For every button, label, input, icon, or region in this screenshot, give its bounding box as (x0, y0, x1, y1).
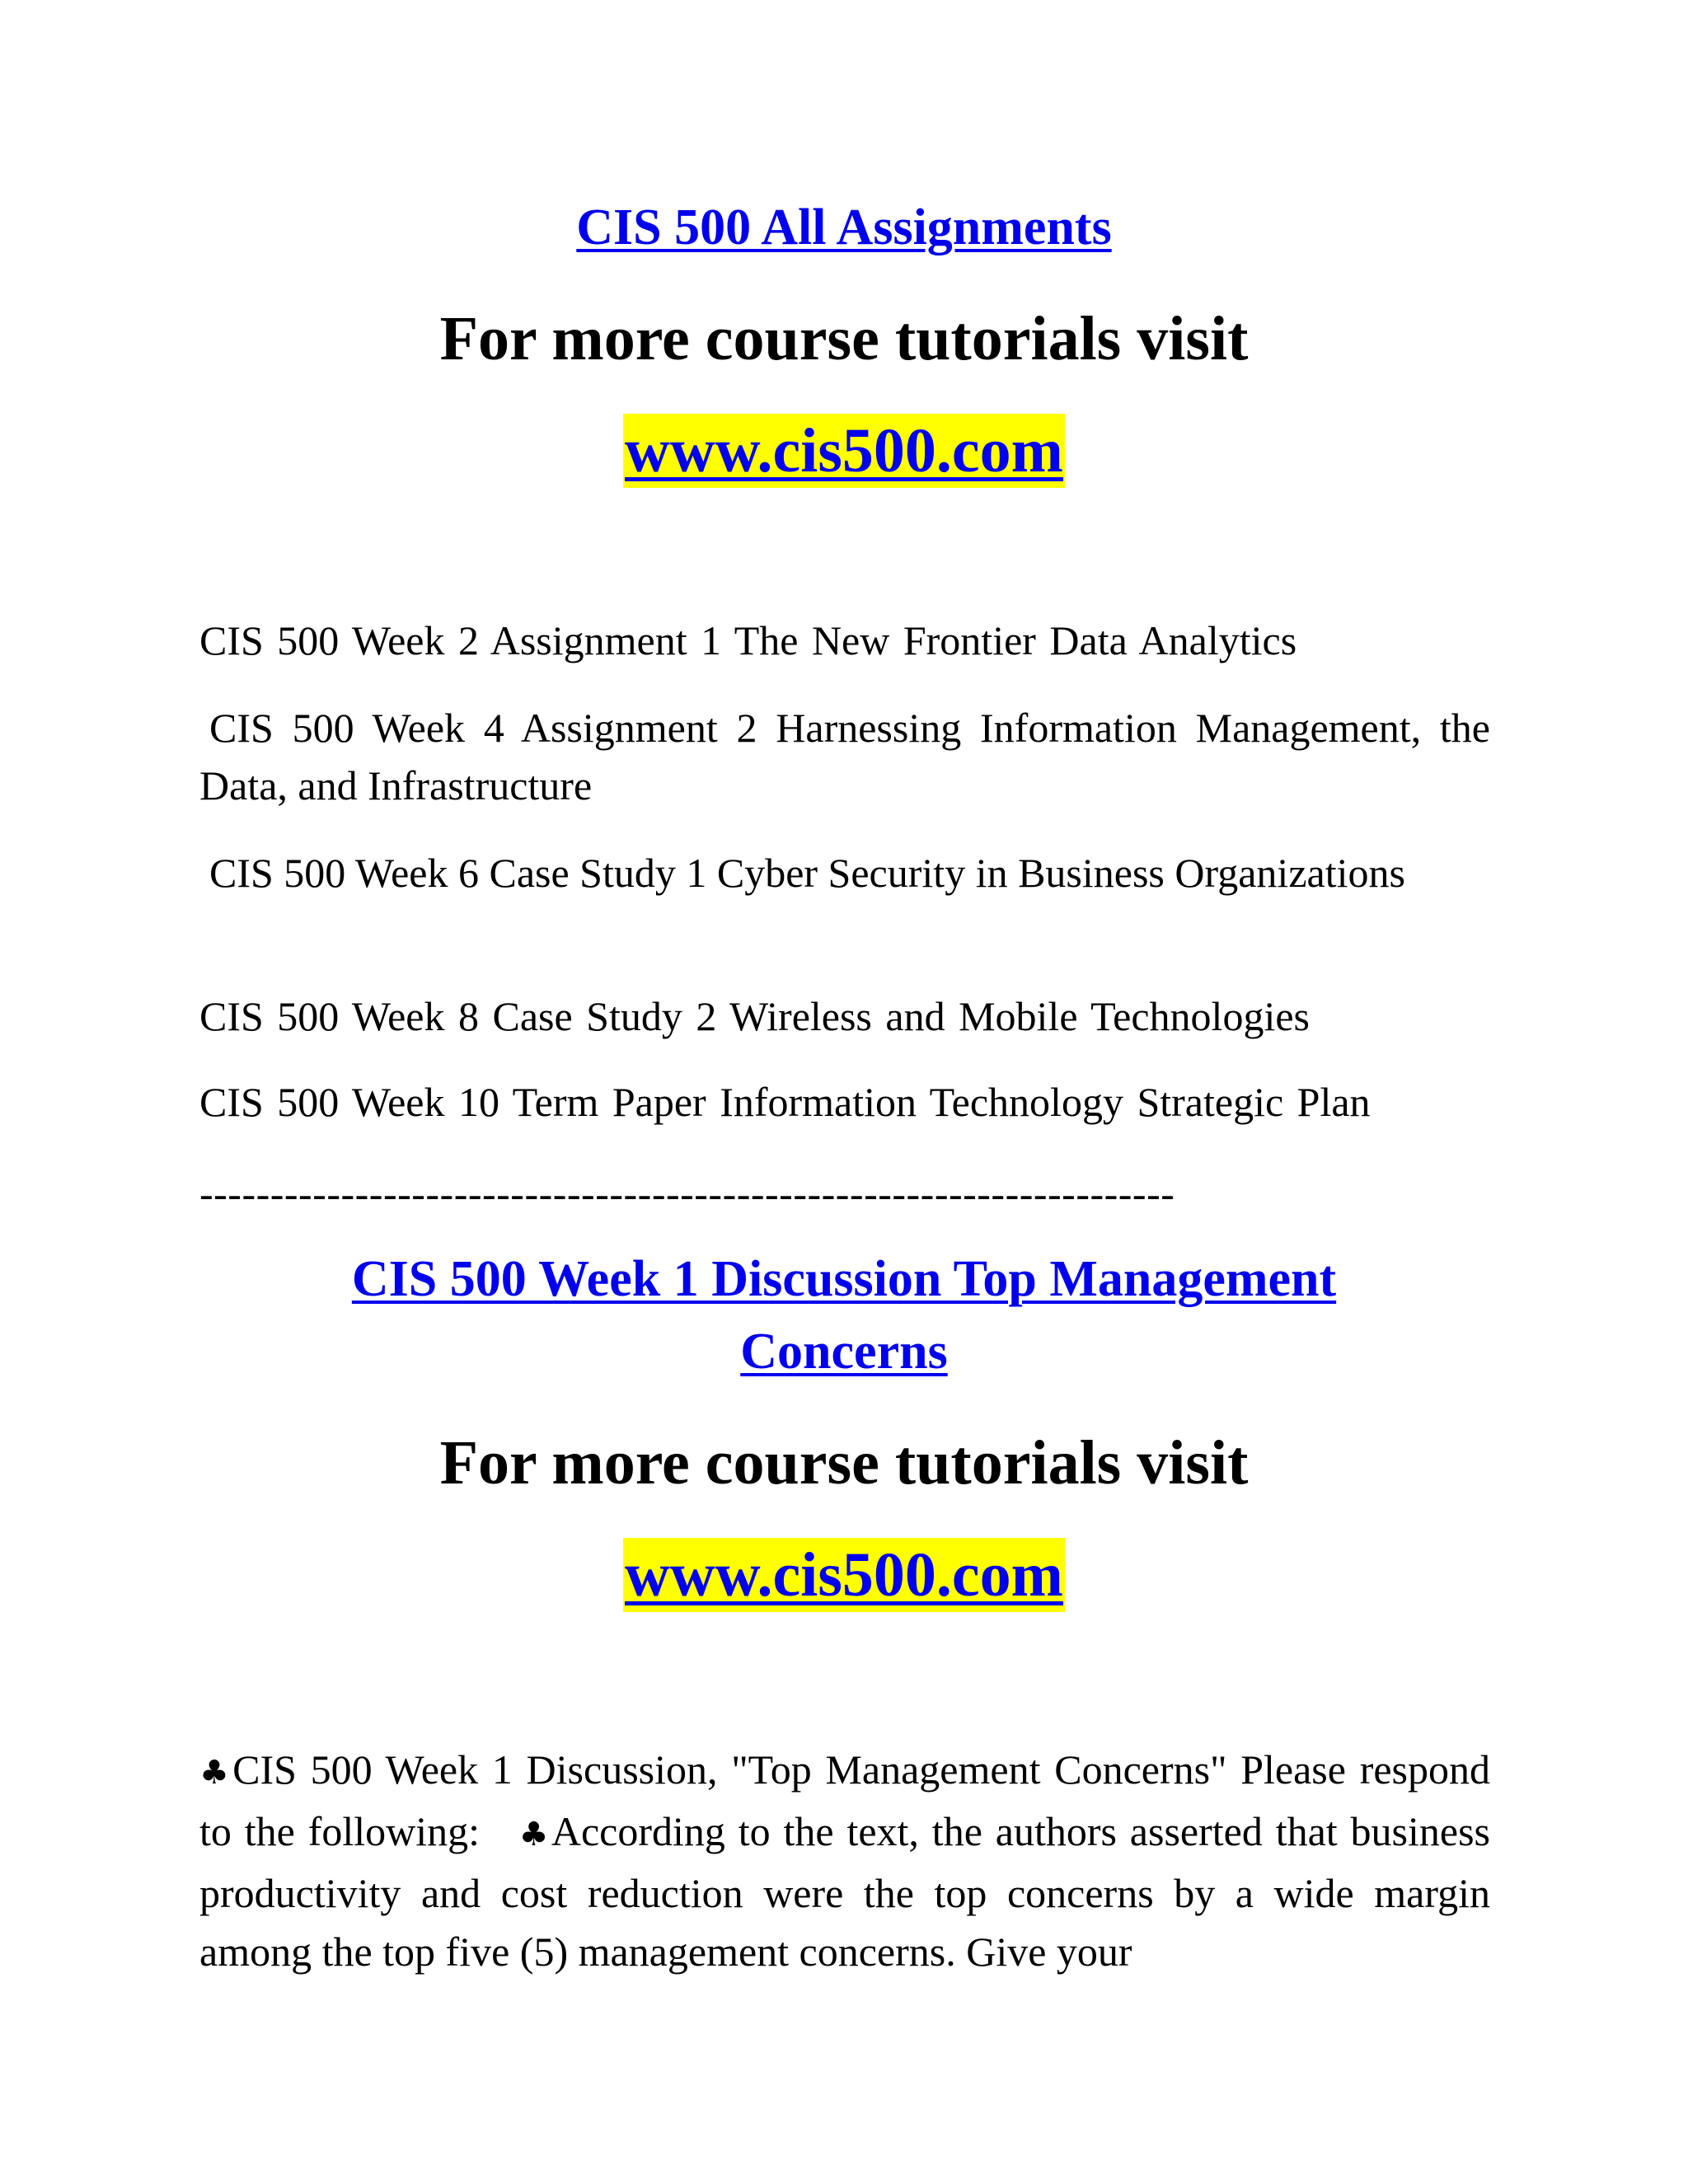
section1-site-link[interactable]: www.cis500.com (623, 414, 1065, 488)
section2-visit-heading: For more course tutorials visit (439, 1428, 1249, 1497)
section2-site-wrap (0, 1538, 1688, 1612)
section1-title-link[interactable]: CIS 500 All Assignments (576, 199, 1112, 255)
club-bullet-icon: ♣ (518, 1816, 551, 1854)
section2-title-line1[interactable]: CIS 500 Week 1 Discussion Top Management (351, 1251, 1337, 1307)
club-bullet-icon: ♣ (199, 1754, 233, 1792)
discussion-paragraph (199, 1741, 1490, 1981)
section2-title-wrap (0, 1243, 1688, 1388)
section-divider: --------------------------------------------------------------------- (199, 1170, 1175, 1216)
assignment-item-3: CIS 500 Week 6 Case Study 1 Cyber Security in Business Organizations (209, 850, 1405, 896)
assignment-item-4: CIS 500 Week 8 Case Study 2 Wireless and Mobile Technologies (199, 993, 1310, 1039)
section2-site-link[interactable]: www.cis500.com (623, 1538, 1065, 1612)
assignment-item-5: CIS 500 Week 10 Term Paper Information Technology Strategic Plan (199, 1079, 1371, 1125)
section1-site-wrap (0, 414, 1688, 488)
assignment-item-1: CIS 500 Week 2 Assignment 1 The New Frontier Data Analytics (199, 617, 1297, 663)
section1-visit-heading: For more course tutorials visit (439, 304, 1249, 373)
discussion-part2: According to the text, the authors asserted that business productivity and cost reduction were the top concerns by a wide margin among the top five (5) management concerns. Give your (199, 1808, 1491, 1975)
discussion-part1: CIS 500 Week 1 Discussion, "Top Management Concerns" Please respond to the following: (199, 1746, 1490, 1854)
section1-title-wrap (0, 191, 1688, 264)
assignment-item-2: CIS 500 Week 4 Assignment 2 Harnessing Information Management, the Data, and Infrastructure (199, 705, 1490, 808)
section2-title-line2[interactable]: Concerns (740, 1324, 948, 1380)
